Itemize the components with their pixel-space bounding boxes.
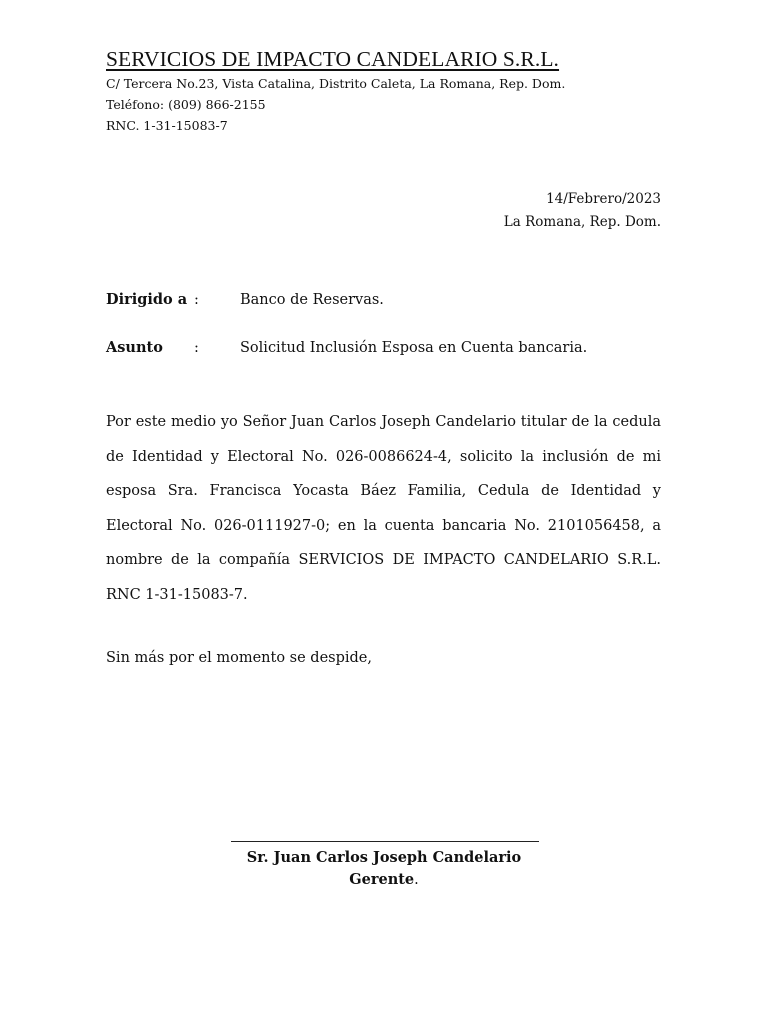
letterhead [106,46,666,136]
subject-row [106,338,666,358]
signatory-title: Gerente [349,871,415,888]
letter-place: La Romana, Rep. Dom. [503,214,661,230]
company-name: SERVICIOS DE IMPACTO CANDELARIO S.R.L. [106,47,560,71]
closing-line: Sin más por el momento se despide, [106,650,372,666]
addressee-row [106,290,666,310]
company-phone: Teléfono: (809) 866-2155 [106,97,266,112]
body-paragraph: Por este medio yo Señor Juan Carlos Joseph Candelario titular de la cedula de Identidad y Electoral No. 026-0086624-4, solicito la inclusión de mi esposa Sra. Francisca Yocasta Báez Familia, Cedula de Identidad y Electoral No. 026-0111927-0; en la cuenta bancaria No. 2101056458, a nombre de la compañía SERVICIOS DE IMPACTO CANDELARIO S.R.L. RNC 1-31-15083-7. [106,414,661,603]
company-address: C/ Tercera No.23, Vista Catalina, Distrito Caleta, La Romana, Rep. Dom. [106,76,566,91]
subject-label: Asunto [106,339,163,356]
addressee-label: Dirigido a [106,291,188,308]
subject-colon: : [194,340,199,356]
signature-line [231,841,539,842]
addressee-value: Banco de Reservas. [240,292,384,308]
signatory-title-period: . [414,872,419,888]
company-rnc: RNC. 1-31-15083-7 [106,118,228,133]
signatory-title-block [160,869,608,891]
signatory-name: Sr. Juan Carlos Joseph Candelario [246,849,522,866]
subject-value: Solicitud Inclusión Esposa en Cuenta bancaria. [240,340,588,356]
addressee-colon: : [194,292,199,308]
letter-date: 14/Febrero/2023 [546,191,661,207]
date-place-block [504,188,661,234]
